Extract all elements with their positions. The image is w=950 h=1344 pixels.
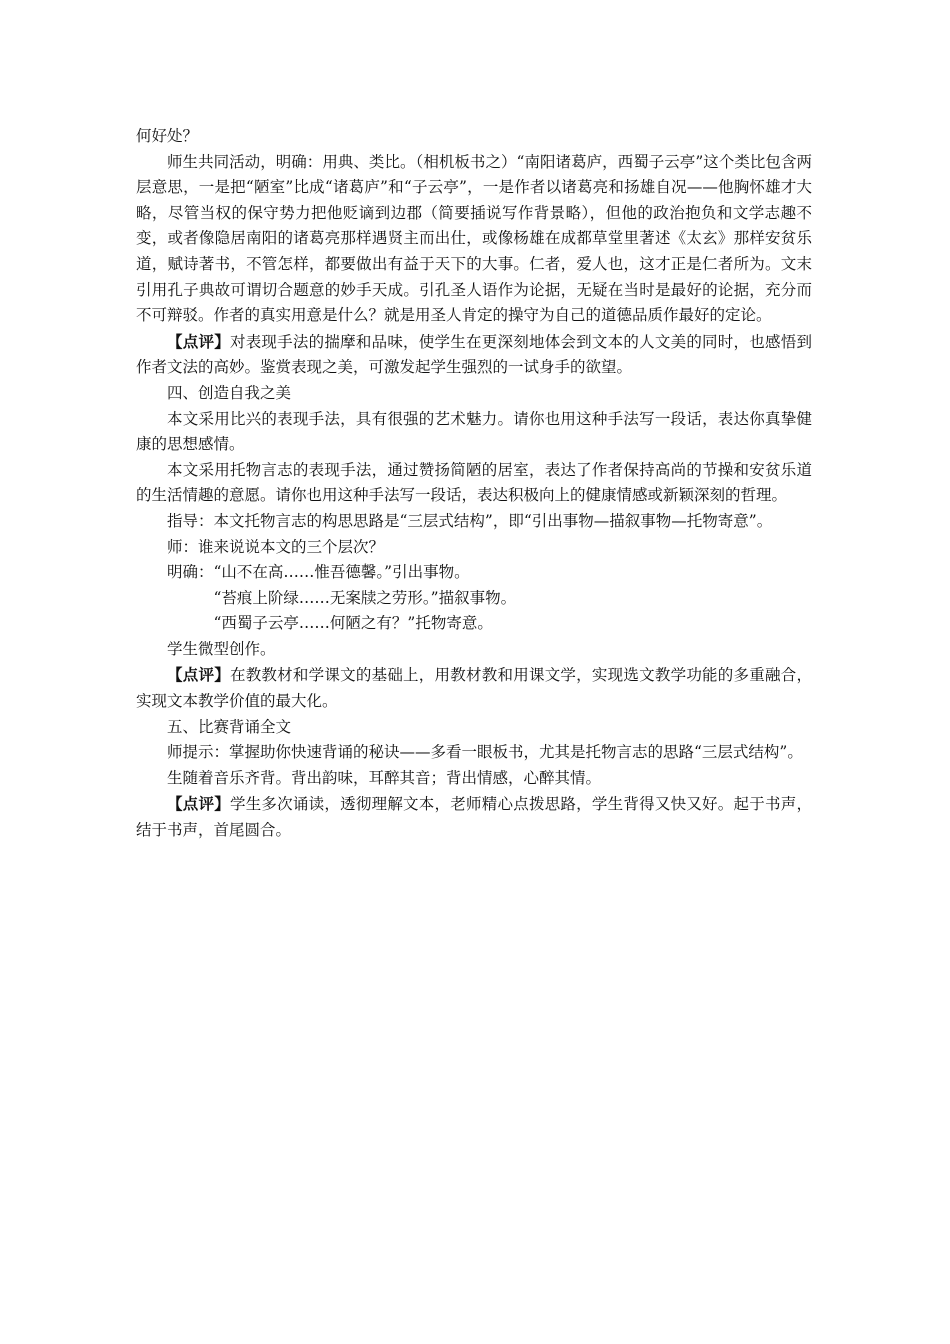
paragraph: 本文采用托物言志的表现手法，通过赞扬简陋的居室，表达了作者保持高尚的节操和安贫乐道的生活情趣的意愿。请你也用这种手法写一段话，表达积极向上的健康情感或新颖深刻的哲理。: [136, 460, 812, 505]
paragraph: 师提示：掌握助你快速背诵的秘诀——多看一眼板书，尤其是托物言志的思路“三层式结构”。: [167, 743, 803, 762]
section-heading: 四、创造自我之美: [167, 383, 292, 402]
document-body: [136, 124, 812, 844]
paragraph: 师：谁来说说本文的三个层次？: [167, 537, 385, 556]
comment-paragraph: [136, 662, 812, 714]
paragraph: 师生共同活动，明确：用典、类比。（相机板书之）“南阳诸葛庐，西蜀子云亭”这个类比包含两层意思，一是把“陋室”比成“诸葛庐”和“子云亭”，一是作者以诸葛亮和扬雄自况——他胸怀雄才大略，尽管当权的保守势力把他贬谪到边郡（简要插说写作背景略），但他的政治抱负和文学志趣不变，或者像隐居南阳的诸葛亮那样遇贤主而出仕，或像杨雄在成都草堂里著述《太玄》那样安贫乐道，赋诗著书，不管怎样，都要做出有益于天下的大事。仁者，爱人也，这才正是仁者所为。文末引用孔子典故可谓切合题意的妙手天成。引孔圣人语作为论据，无疑在当时是最好的论据，充分而不可辩驳。作者的真实用意是什么？就是用圣人肯定的操守为自己的道德品质作最好的定论。: [136, 152, 812, 325]
comment-tag: 【点评】: [167, 665, 230, 685]
comment-paragraph: [136, 329, 812, 381]
paragraph: 生随着音乐齐背。背出韵味，耳醉其音；背出情感，心醉其情。: [167, 768, 602, 787]
comment-text: 对表现手法的揣摩和品味，使学生在更深刻地体会到文本的人文美的同时，也感悟到作者文法的高妙。鉴赏表现之美，可激发起学生强烈的一试身手的欲望。: [136, 332, 812, 377]
paragraph: “西蜀子云亭……何陋之有？”托物寄意。: [213, 614, 493, 633]
paragraph: 明确：“山不在高……惟吾德馨。”引出事物。: [167, 563, 470, 582]
paragraph: 学生微型创作。: [167, 639, 276, 658]
paragraph: 本文采用比兴的表现手法，具有很强的艺术魅力。请你也用这种手法写一段话，表达你真挚健康的思想感情。: [136, 409, 812, 454]
comment-paragraph: [136, 791, 812, 843]
paragraph: 指导：本文托物言志的构思思路是“三层式结构”，即“引出事物—描叙事物—托物寄意”。: [167, 511, 773, 530]
comment-text: 在教教材和学课文的基础上，用教材教和用课文学，实现选文教学功能的多重融合，实现文本教学价值的最大化。: [136, 666, 812, 711]
comment-tag: 【点评】: [167, 331, 230, 351]
paragraph: 何好处？: [136, 127, 199, 145]
section-heading: 五、比赛背诵全文: [167, 717, 292, 736]
paragraph: “苔痕上阶绿……无案牍之劳形。”描叙事物。: [213, 588, 517, 607]
comment-text: 学生多次诵读，透彻理解文本，老师精心点拨思路，学生背得又快又好。起于书声，结于书声，首尾圆合。: [136, 795, 812, 840]
comment-tag: 【点评】: [167, 794, 230, 814]
